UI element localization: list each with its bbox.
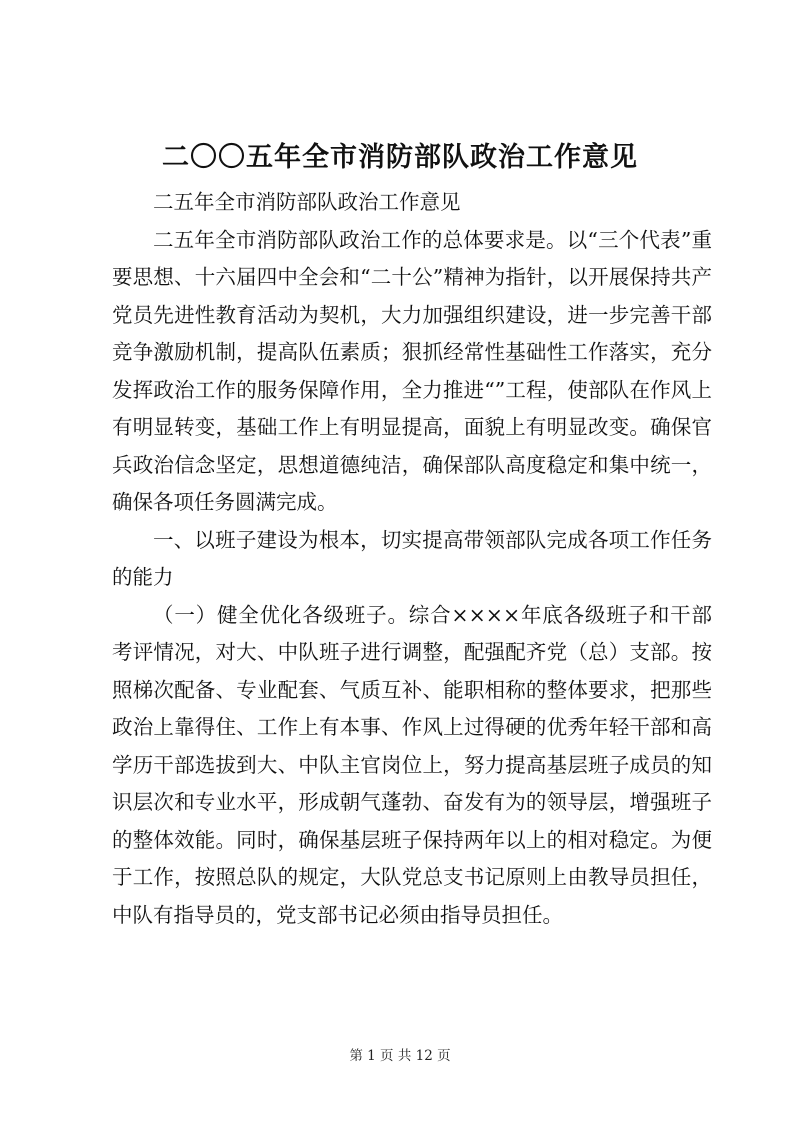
section-heading: 一、以班子建设为根本，切实提高带领部队完成各项工作任务的能力 bbox=[112, 527, 712, 589]
document-body bbox=[112, 184, 712, 934]
overview-paragraph: 二五年全市消防部队政治工作的总体要求是。以“三个代表”重要思想、十六届四中全会和“二十公”精神为指针，以开展保持共产党员先进性教育活动为契机，大力加强组织建设，进一步完善干部竞争激励机制，提高队伍素质；狠抓经常性基础性工作落实，充分发挥政治工作的服务保障作用，全力推进“”工程，使部队在作风上有明显转变，基础工作上有明显提高，面貌上有明显改变。确保官兵政治信念坚定，思想道德纯洁，确保部队高度稳定和集中统一，确保各项任务圆满完成。 bbox=[112, 227, 712, 514]
section-paragraph: （一）健全优化各级班子。综合××××年底各级班子和干部考评情况，对大、中队班子进行调整，配强配齐党（总）支部。按照梯次配备、专业配套、气质互补、能职相称的整体要求，把那些政治上靠得住、工作上有本事、作风上过得硬的优秀年轻干部和高学历干部选拔到大、中队主官岗位上，努力提高基层班子成员的知识层次和专业水平，形成朝气蓬勃、奋发有为的领导层，增强班子的整体效能。同时，确保基层班子保持两年以上的相对稳定。为便于工作，按照总队的规定，大队党总支书记原则上由教导员担任，中队有指导员的，党支部书记必须由指导员担任。 bbox=[112, 602, 712, 927]
page-number-footer: 第 1 页 共 12 页 bbox=[349, 1048, 451, 1064]
subtitle-paragraph: 二五年全市消防部队政治工作意见 bbox=[153, 190, 461, 214]
page-title: 二〇〇五年全市消防部队政治工作意见 bbox=[162, 142, 638, 173]
